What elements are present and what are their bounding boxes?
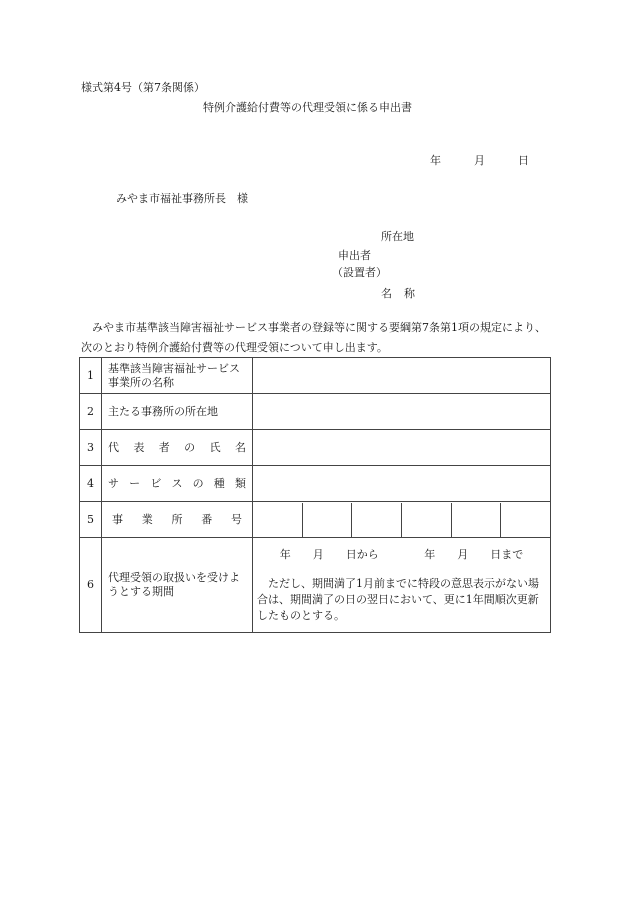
row-label: サ ー ビ ス の 種 類 bbox=[102, 466, 253, 502]
row-number: 6 bbox=[80, 538, 102, 633]
name-label: 名 称 bbox=[381, 287, 415, 300]
addressee: みやま市福祉事務所長 様 bbox=[116, 192, 248, 205]
value-cell[interactable] bbox=[253, 358, 551, 394]
digit-cell[interactable] bbox=[500, 503, 550, 537]
digit-cell[interactable] bbox=[302, 503, 352, 537]
form-number: 様式第4号（第7条関係） bbox=[81, 81, 205, 94]
row-label: 代理受領の取扱いを受けようとする期間 bbox=[102, 538, 253, 633]
row-number: 4 bbox=[80, 466, 102, 502]
digit-cell[interactable] bbox=[351, 503, 401, 537]
date-line bbox=[430, 154, 529, 168]
table-row bbox=[80, 466, 551, 502]
table-row bbox=[80, 358, 551, 394]
digit-cell[interactable] bbox=[253, 503, 302, 537]
digit-cell[interactable] bbox=[401, 503, 451, 537]
establisher-label: （設置者） bbox=[332, 266, 387, 279]
digit-cell[interactable] bbox=[451, 503, 501, 537]
table-row bbox=[80, 538, 551, 633]
row-label: 代 表 者 の 氏 名 bbox=[102, 430, 253, 466]
table-row bbox=[80, 502, 551, 538]
table-row bbox=[80, 394, 551, 430]
date-day: 日 bbox=[518, 154, 529, 167]
period-range: 年 月 日から 年 月 日まで bbox=[279, 548, 524, 561]
office-number-cells bbox=[253, 502, 551, 538]
row-label: 主たる事務所の所在地 bbox=[102, 394, 253, 430]
renewal-note: ただし、期間満了1月前までに特段の意思表示がない場合は、期間満了の日の翌日において、更に1年間順次更新したものとする。 bbox=[257, 577, 539, 622]
table-row bbox=[80, 430, 551, 466]
document-title: 特例介護給付費等の代理受領に係る申出書 bbox=[203, 101, 412, 114]
row-number: 1 bbox=[80, 358, 102, 394]
body-text: みやま市基準該当障害福祉サービス事業者の登録等に関する要綱第7条第1項の規定により、次のとおり特例介護給付費等の代理受領について申し出ます。 bbox=[81, 321, 546, 354]
application-table bbox=[79, 357, 551, 633]
row-number: 3 bbox=[80, 430, 102, 466]
value-cell[interactable] bbox=[253, 466, 551, 502]
date-year: 年 bbox=[430, 154, 441, 167]
value-cell[interactable] bbox=[253, 394, 551, 430]
date-month: 月 bbox=[474, 154, 485, 167]
row-label: 基準該当障害福祉サービス事業所の名称 bbox=[102, 358, 253, 394]
value-cell[interactable] bbox=[253, 430, 551, 466]
row-label: 事 業 所 番 号 bbox=[102, 502, 253, 538]
row-number: 5 bbox=[80, 502, 102, 538]
address-label: 所在地 bbox=[381, 230, 414, 243]
period-cell bbox=[253, 538, 551, 633]
row-number: 2 bbox=[80, 394, 102, 430]
applicant-label: 申出者 bbox=[338, 249, 371, 262]
